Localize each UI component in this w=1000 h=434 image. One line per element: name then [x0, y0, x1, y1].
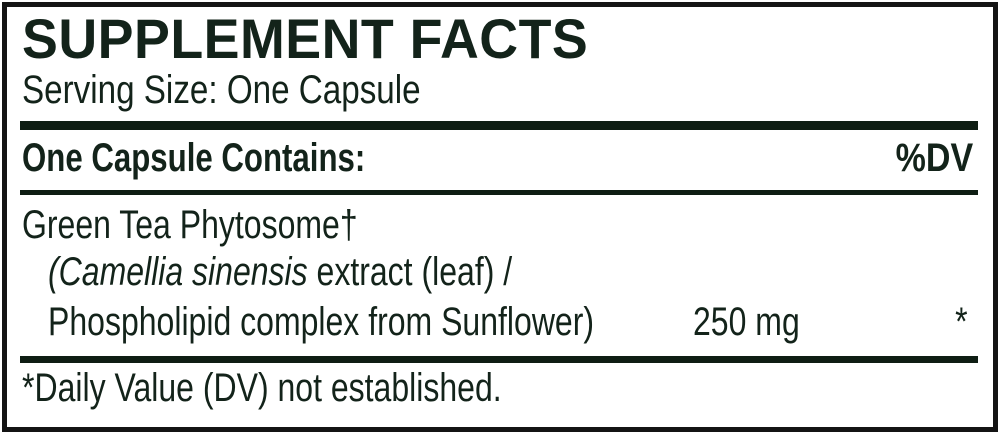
footnote-text: *Daily Value (DV) not established. — [22, 366, 502, 410]
column-header-dv — [882, 138, 973, 178]
ingredient-amount — [693, 302, 826, 342]
label-title — [22, 7, 612, 70]
serving-size-text: Serving Size: One Capsule — [22, 68, 421, 112]
ingredient-amount-text: 250 mg — [693, 300, 800, 344]
divider-footnote — [20, 356, 978, 363]
footnote — [22, 368, 622, 408]
botanical-name: (Camellia sinensis — [48, 250, 308, 294]
column-header-contains-text: One Capsule Contains: — [22, 136, 366, 180]
label-title-text: SUPPLEMENT FACTS — [22, 7, 589, 70]
column-header-dv-text: %DV — [895, 136, 973, 180]
ingredient-detail-continuation: extract (leaf) / — [307, 250, 513, 294]
ingredient-detail-line2-text: Phospholipid complex from Sunflower) — [48, 300, 595, 344]
ingredient-name — [22, 205, 442, 245]
ingredient-detail-line1 — [48, 252, 628, 292]
ingredient-dv-asterisk — [952, 302, 968, 342]
ingredient-dv-asterisk-text: * — [955, 300, 968, 344]
divider-thick-top — [20, 121, 978, 130]
serving-size — [22, 70, 502, 110]
ingredient-detail-line2 — [48, 302, 731, 342]
ingredient-name-text: Green Tea Phytosome† — [22, 203, 358, 247]
divider-header — [20, 190, 978, 195]
ingredient-detail-line1-text — [48, 252, 512, 292]
column-header-contains — [22, 138, 462, 178]
